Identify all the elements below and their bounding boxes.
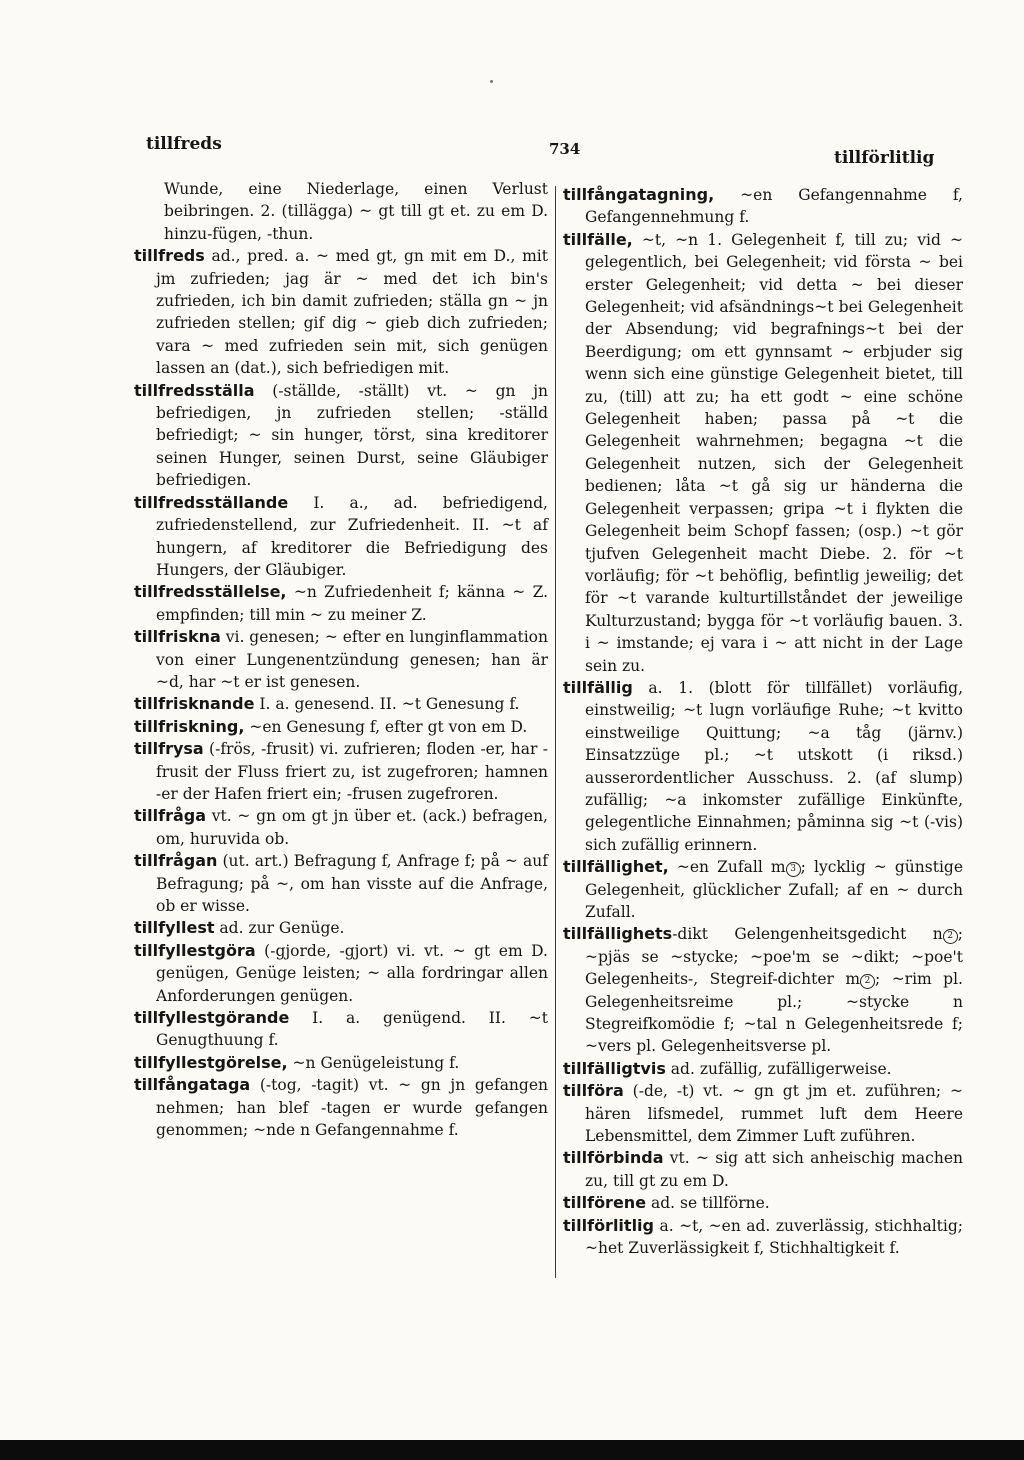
entry-tillfyllest: tillfyllest ad. zur Genüge. xyxy=(134,918,345,938)
entry-tillfragan: tillfrågan (ut. art.) Befragung f, Anfrage f; på ~ auf Befragung; på ~, om han visste auf die Anfrage, ob er wisse. xyxy=(134,851,548,915)
headword: tillfredsställa xyxy=(134,380,255,400)
entry-tillfreds: tillfreds ad., pred. a. ~ med gt, gn mit em D., mit jm zufrieden; jag är ~ med det ich bin's zufrieden, ich bin damit zufrieden; ställa gn ~ jn zufrieden stellen; gif dig ~ gieb dich zufrieden; vara ~ med zufrieden sein mit, sich genügen lassen an (dat.), sich befriedigen mit. xyxy=(134,246,548,378)
entry-tillfyllestgorelse: tillfyllestgörelse, ~n Genügeleistung f. xyxy=(134,1052,460,1072)
headword: tillfyllestgöra xyxy=(134,940,256,960)
entry-tillfyllestgorande: tillfyllestgörande I. a. genügend. II. ~t Genugthuung f. xyxy=(134,1008,548,1050)
entry-tillforlitlig: tillförlitlig a. ~t, ~en ad. zuverlässig, stichhaltig; ~het Zuverlässigkeit f, Stichhaltigkeit f. xyxy=(563,1215,963,1258)
entry-tillfrisknande: tillfrisknande I. a. genesend. II. ~t Genesung f. xyxy=(134,694,520,714)
entry-tillfredsstallelse: tillfredsställelse, ~n Zufriedenheit f; känna ~ Z. empfinden; till min ~ zu meiner Z. xyxy=(134,582,548,624)
entry-continuation: Wunde, eine Niederlage, einen Verlust beibringen. 2. (tillägga) ~ gt till gt et. zu em D. hinzu-fügen, -thun. xyxy=(164,180,548,243)
header-right-guide-word: tillförlitlig xyxy=(834,148,935,168)
headword: tillfällig xyxy=(563,677,633,697)
entry-tillfalle: tillfälle, ~t, ~n 1. Gelegenheit f, till zu; vid ~ gelegentlich, bei Gelegenheit; vid första ~ bei erster Gelegenheit; vid detta ~ bei dieser Gelegenheit; vid afsändnings~t bei Gelegenheit der Absendung; vid begrafnings~t bei der Beerdigung; om ett gynnsamt ~ erbjuder sig wenn sich eine günstige Gelegenheit bietet, till zu, (till) att zu; ha ett godt ~ eine schöne Gelegenheit haben; passa på ~t die Gelegenheit wahrnehmen; begagna ~t die Gelegenheit nutzen, sich der Gelegenheit bedienen; låta ~t gå sig ur händerna die Gelegenheit verpassen; gripa ~t i flykten die Gelegenheit beim Schopf fassen; (osp.) ~t gör tjufven Gelegenheit macht Diebe. 2. för ~t vorläufig; för ~t behöflig, befintlig jeweilig; det för ~t varande kulturtillståndet der jeweilige Kulturzustand; bygga för ~t vorläufig bauen. 3. i ~ imstande; ej vara i ~ att nicht in der Lage sein zu. xyxy=(563,229,963,675)
entry-tillfraga: tillfråga vt. ~ gn om gt jn über et. (ack.) befragen, om, huruvida ob. xyxy=(134,806,548,848)
headword: tillfriskning, xyxy=(134,716,245,736)
headword: tillfångatagning, xyxy=(563,185,715,204)
headword: tillfyllestgörelse, xyxy=(134,1052,288,1072)
entry-tillforene: tillförene ad. se tillförne. xyxy=(563,1193,770,1213)
headword: tillförene xyxy=(563,1193,647,1213)
scan-edge-bar xyxy=(0,1440,1024,1460)
headword: tillfriskna xyxy=(134,627,221,647)
headword: tillfyllest xyxy=(134,918,215,938)
entry-tillfriskning: tillfriskning, ~en Genesung f, efter gt von em D. xyxy=(134,716,528,736)
entry-tillfangataga: tillfångataga (-tog, -tagit) vt. ~ gn jn gefangen nehmen; han blef -tagen er wurde gefangen genommen; ~nde n Gefangennahme f. xyxy=(134,1075,548,1140)
speck xyxy=(490,80,493,83)
entry-tillfredsstalla: tillfredsställa (-ställde, -ställt) vt. ~ gn jn befriedigen, jn zufrieden stellen; -ställd befriedigt; ~ sin hunger, törst, sina kreditorer seinen Hunger, seinen Durst, seine Gläubiger befriedigen. xyxy=(134,380,548,490)
headword: tillfångataga xyxy=(134,1075,251,1095)
headword: tillfällighet, xyxy=(563,857,669,877)
entry-tillfyllestgora: tillfyllestgöra (-gjorde, -gjort) vi. vt. ~ gt em D. genügen, Genüge leisten; ~ alla fordringar allen Anforderungen genügen. xyxy=(134,940,548,1005)
entry-tillfangatagning: tillfångatagning, ~en Gefangennahme f, Gefangennehmung f. xyxy=(563,185,963,227)
header-left-guide-word: tillfreds xyxy=(146,134,222,154)
headword: tillfälligtvis xyxy=(563,1058,666,1078)
entry-tillfallighet: tillfällighet, ~en Zufall m 3 ; lycklig ~ günstige Gelegenheit, glücklicher Zufall; af en ~ durch Zufall. xyxy=(563,857,963,921)
headword: tillfråga xyxy=(134,806,206,826)
headword: tillfrysa xyxy=(134,739,204,759)
entry-tillfredsstallande: tillfredsställande I. a., ad. befriedigend, zufriedenstellend, zur Zufriedenheit. II. ~t af hungern, af kreditorer die Befriedigung des Hungers, der Gläubiger. xyxy=(134,492,548,579)
headword: tillfreds xyxy=(134,246,205,266)
declension-mark: 2 xyxy=(860,974,875,989)
headword: tillfredsställande xyxy=(134,492,289,512)
headword: tillfyllestgörande xyxy=(134,1008,290,1028)
entry-tillfallighets: tillfällighets-dikt Gelengenheitsgedicht n 2 ; ~pjäs se ~stycke; ~poe'm se ~dikt; ~poe't Gelegenheits-, Stegreif-dichter m 2 ; ~rim pl. Gelegenheitsreime pl.; ~stycke n Stegreifkomödie f; ~tal n Gelegenheitsrede f; ~vers pl. Gelegenheitsverse pl. xyxy=(563,924,963,1056)
headword: tillförlitlig xyxy=(563,1215,654,1235)
page-number: 734 xyxy=(549,140,581,158)
entry-tillfalligtvis: tillfälligtvis ad. zufällig, zufälligerweise. xyxy=(563,1058,892,1078)
entry-tillforbinda: tillförbinda vt. ~ sig att sich anheischig machen zu, till gt zu em D. xyxy=(563,1148,963,1190)
entry-tillfriskna: tillfriskna vi. genesen; ~ efter en lunginflammation von einer Lungenentzündung genesen; han är ~d, har ~t er ist genesen. xyxy=(134,627,548,691)
left-column xyxy=(134,178,548,1141)
headword: tillfrågan xyxy=(134,851,218,871)
declension-mark: 2 xyxy=(943,929,958,944)
headword: tillförbinda xyxy=(563,1148,664,1168)
headword: tillfälle, xyxy=(563,229,633,249)
headword: tillföra xyxy=(563,1081,624,1101)
headword: tillfredsställelse, xyxy=(134,582,287,602)
entry-tillfrysa: tillfrysa (-frös, -frusit) vi. zufrieren; floden -er, har -frusit der Fluss friert zu, ist zugefroren; hamnen -er der Hafen friert ein; -frusen zugefroren. xyxy=(134,739,548,803)
right-column xyxy=(563,184,963,1260)
column-divider xyxy=(555,186,556,1278)
declension-mark: 3 xyxy=(786,862,801,877)
headword: tillfällighets xyxy=(563,924,673,944)
entry-tillfora: tillföra (-de, -t) vt. ~ gn gt jm et. zuführen; ~ hären lifsmedel, rummet luft dem Heere Lebensmittel, dem Zimmer Luft zuführen. xyxy=(563,1081,963,1146)
headword: tillfrisknande xyxy=(134,694,255,714)
entry-tillfallig: tillfällig a. 1. (blott för tillfället) vorläufig, einstweilig; ~t lugn vorläufige Ruhe; ~t kvitto einstweilige Quittung; ~a tåg (järnv.) Einsatzzüge pl.; ~t utskott (i riksd.) ausserordentlicher Ausschuss. 2. (af slump) zufällig; ~a inkomster zufällige Einkünfte, gelegentliche Einnahmen; påminna sig ~t (-vis) sich zufällig erinnern. xyxy=(563,677,964,854)
